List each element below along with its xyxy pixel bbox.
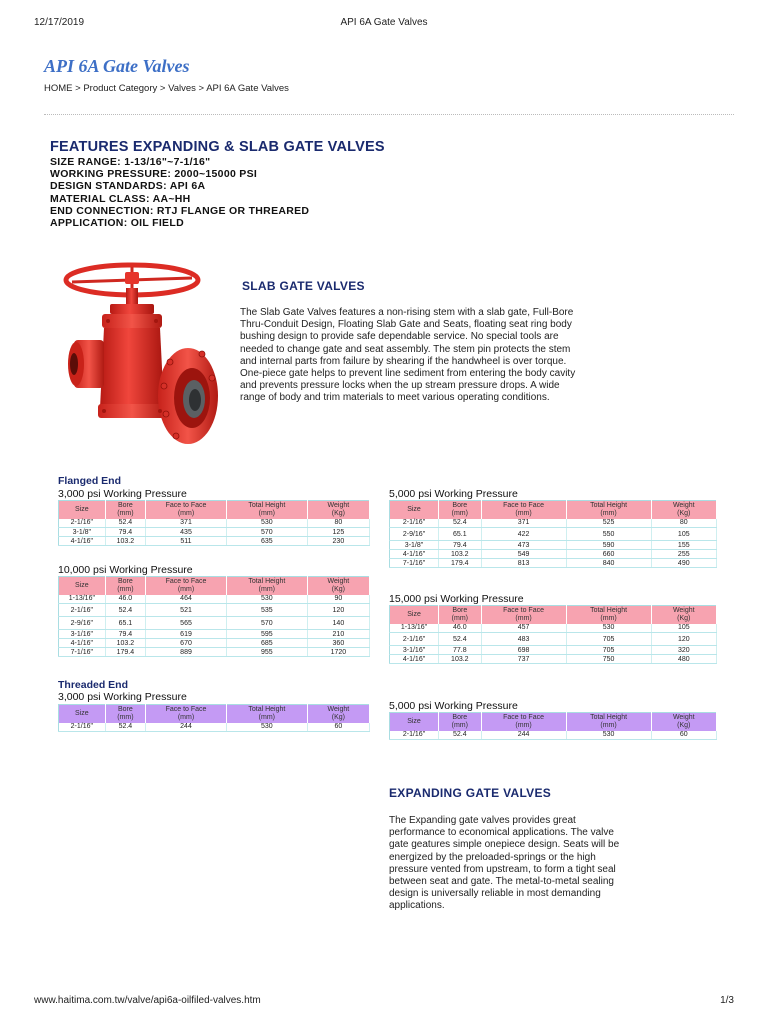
table-cell: 737 bbox=[481, 655, 566, 664]
slab-gate-title: SLAB GATE VALVES bbox=[242, 279, 365, 293]
table-header-cell: Bore (mm) bbox=[105, 705, 145, 723]
spec-table-flanged-15000 bbox=[389, 605, 717, 664]
table-cell: 565 bbox=[146, 617, 227, 630]
table-cell: 422 bbox=[481, 528, 566, 541]
table-cell: 3-1/16" bbox=[390, 646, 439, 655]
table-cell: 103.2 bbox=[439, 550, 482, 559]
features-title: FEATURES EXPANDING & SLAB GATE VALVES bbox=[50, 139, 385, 155]
table-cell: 103.2 bbox=[439, 655, 482, 664]
table-cell: 105 bbox=[651, 528, 716, 541]
table-row bbox=[390, 519, 717, 528]
slab-gate-description: The Slab Gate Valves features a non-rising stem with a slab gate, Full-Bore Thru-Conduit Design, Floating Slab Gate and Seats, floating seat ring body bushing design to provide safe dependable service. No special tools are needed to change gate and seat assembly. The stem pin protects the stem and internal parts from failure by shearing if the handwheel is over torque. One-piece gate helps to prevent line sediment from entering the body cavity and prevents pressure locks when the up stream pressure drops. A wide range of body and trim materials to meet various operating conditions. bbox=[240, 307, 576, 404]
table-cell: 535 bbox=[226, 604, 307, 617]
table-cell: 65.1 bbox=[105, 617, 145, 630]
table-header-cell: Face to Face (mm) bbox=[146, 577, 227, 595]
page-title: API 6A Gate Valves bbox=[44, 56, 190, 76]
table-cell: 530 bbox=[226, 595, 307, 604]
threaded-end-label: Threaded End bbox=[58, 679, 129, 691]
table-header-cell: Size bbox=[390, 713, 439, 731]
table-cell: 2-1/16" bbox=[59, 604, 106, 617]
table-cell: 473 bbox=[481, 541, 566, 550]
spec-item: MATERIAL CLASS: AA~HH bbox=[50, 192, 191, 205]
table-row bbox=[390, 655, 717, 664]
table-cell: 635 bbox=[226, 537, 307, 546]
table-header-cell: Bore (mm) bbox=[105, 501, 145, 519]
table-header-cell: Bore (mm) bbox=[439, 606, 482, 624]
table-row bbox=[390, 633, 717, 646]
table-cell: 1-13/16" bbox=[390, 624, 439, 633]
table-cell: 660 bbox=[566, 550, 651, 559]
table-cell: 1-13/16" bbox=[59, 595, 106, 604]
table-cell: 685 bbox=[226, 639, 307, 648]
divider bbox=[44, 114, 734, 115]
table-row bbox=[59, 537, 370, 546]
table-cell: 105 bbox=[651, 624, 716, 633]
table-cell: 60 bbox=[651, 731, 716, 740]
spec-table-flanged-5000 bbox=[389, 500, 717, 568]
table-cell: 155 bbox=[651, 541, 716, 550]
table-row bbox=[59, 723, 370, 732]
table-row bbox=[390, 528, 717, 541]
spec-item: DESIGN STANDARDS: API 6A bbox=[50, 180, 206, 193]
table-cell: 2-9/16" bbox=[59, 617, 106, 630]
table-cell: 4-1/16" bbox=[390, 655, 439, 664]
print-page-number: 1/3 bbox=[720, 995, 734, 1006]
spec-item: END CONNECTION: RTJ FLANGE OR THREARED bbox=[50, 204, 310, 217]
table-cell: 125 bbox=[307, 528, 369, 537]
table-cell: 549 bbox=[481, 550, 566, 559]
table-cell: 550 bbox=[566, 528, 651, 541]
table-cell: 371 bbox=[146, 519, 227, 528]
table-cell: 7-1/16" bbox=[59, 648, 106, 657]
table-cell: 698 bbox=[481, 646, 566, 655]
table-cell: 1720 bbox=[307, 648, 369, 657]
table-cell: 179.4 bbox=[439, 559, 482, 568]
table-cell: 511 bbox=[146, 537, 227, 546]
table-cell: 750 bbox=[566, 655, 651, 664]
table-cell: 52.4 bbox=[439, 731, 482, 740]
table-header-cell: Face to Face (mm) bbox=[481, 713, 566, 731]
table-cell: 65.1 bbox=[439, 528, 482, 541]
spec-item: WORKING PRESSURE: 2000~15000 PSI bbox=[50, 168, 258, 181]
spec-table-threaded-3000 bbox=[58, 704, 370, 732]
table-cell: 590 bbox=[566, 541, 651, 550]
table-cell: 103.2 bbox=[105, 639, 145, 648]
table-row bbox=[390, 624, 717, 633]
expanding-gate-description: The Expanding gate valves provides great performance to economical applications. The valve gate geatures simple onepiece design. Seats will be energized by the preloaded-springs or the high pressure vented from upstream, to form a tight seal between seat and gate. The metal-to-metal sealing design is universally reliable in most demanding applications. bbox=[389, 815, 620, 912]
table-cell: 435 bbox=[146, 528, 227, 537]
table-header-cell: Face to Face (mm) bbox=[481, 501, 566, 519]
table-cell: 2-1/16" bbox=[390, 731, 439, 740]
table-cell: 4-1/16" bbox=[390, 550, 439, 559]
table-cell: 595 bbox=[226, 630, 307, 639]
table-cell: 705 bbox=[566, 646, 651, 655]
table-header-cell: Face to Face (mm) bbox=[146, 501, 227, 519]
print-title: API 6A Gate Valves bbox=[340, 17, 428, 28]
table-header-row bbox=[390, 501, 717, 519]
table-cell: 840 bbox=[566, 559, 651, 568]
table-header-row bbox=[59, 705, 370, 723]
table-cell: 3-1/16" bbox=[59, 630, 106, 639]
table-cell: 3-1/8" bbox=[390, 541, 439, 550]
table-cell: 46.0 bbox=[439, 624, 482, 633]
table-header-cell: Weight (Kg) bbox=[307, 705, 369, 723]
table-header-row bbox=[59, 577, 370, 595]
table-cell: 52.4 bbox=[105, 604, 145, 617]
table-row bbox=[59, 630, 370, 639]
table-row bbox=[59, 604, 370, 617]
table-cell: 79.4 bbox=[439, 541, 482, 550]
table-cell: 2-1/16" bbox=[59, 519, 106, 528]
table-row bbox=[390, 559, 717, 568]
table-header-cell: Total Height (mm) bbox=[566, 606, 651, 624]
table-header-cell: Weight (Kg) bbox=[307, 501, 369, 519]
spec-item: APPLICATION: OIL FIELD bbox=[50, 217, 184, 230]
spec-item: SIZE RANGE: 1-13/16"~7-1/16" bbox=[50, 156, 211, 168]
table-cell: 521 bbox=[146, 604, 227, 617]
expanding-gate-title: EXPANDING GATE VALVES bbox=[389, 786, 552, 800]
table-row bbox=[390, 646, 717, 655]
table-header-cell: Size bbox=[59, 501, 106, 519]
table-cell: 60 bbox=[307, 723, 369, 732]
table-cell: 80 bbox=[307, 519, 369, 528]
table-header-cell: Size bbox=[59, 577, 106, 595]
table-header-row bbox=[390, 606, 717, 624]
table-caption: 5,000 psi Working Pressure bbox=[389, 488, 518, 500]
table-cell: 46.0 bbox=[105, 595, 145, 604]
table-header-cell: Total Height (mm) bbox=[226, 501, 307, 519]
table-cell: 7-1/16" bbox=[390, 559, 439, 568]
table-cell: 52.4 bbox=[439, 519, 482, 528]
table-cell: 77.8 bbox=[439, 646, 482, 655]
table-cell: 210 bbox=[307, 630, 369, 639]
spec-table-flanged-3000 bbox=[58, 500, 370, 546]
table-caption: 5,000 psi Working Pressure bbox=[389, 700, 518, 712]
table-cell: 813 bbox=[481, 559, 566, 568]
table-row bbox=[59, 648, 370, 657]
spec-table-flanged-10000 bbox=[58, 576, 370, 657]
table-row bbox=[59, 595, 370, 604]
table-header-cell: Size bbox=[390, 606, 439, 624]
table-cell: 255 bbox=[651, 550, 716, 559]
table-cell: 52.4 bbox=[439, 633, 482, 646]
table-header-cell: Weight (Kg) bbox=[307, 577, 369, 595]
table-cell: 490 bbox=[651, 559, 716, 568]
table-cell: 3-1/8" bbox=[59, 528, 106, 537]
table-cell: 2-1/16" bbox=[390, 519, 439, 528]
table-header-row bbox=[390, 713, 717, 731]
table-cell: 371 bbox=[481, 519, 566, 528]
flanged-end-label: Flanged End bbox=[58, 475, 121, 487]
table-caption: 3,000 psi Working Pressure bbox=[58, 488, 187, 500]
table-cell: 52.4 bbox=[105, 723, 145, 732]
table-cell: 120 bbox=[307, 604, 369, 617]
table-header-cell: Bore (mm) bbox=[439, 713, 482, 731]
table-row bbox=[390, 731, 717, 740]
print-date: 12/17/2019 bbox=[34, 17, 85, 28]
table-header-cell: Bore (mm) bbox=[439, 501, 482, 519]
table-cell: 530 bbox=[566, 731, 651, 740]
table-header-cell: Total Height (mm) bbox=[226, 705, 307, 723]
slab-gate-valve-image bbox=[52, 258, 222, 460]
table-row bbox=[390, 541, 717, 550]
table-cell: 52.4 bbox=[105, 519, 145, 528]
table-header-cell: Weight (Kg) bbox=[651, 606, 716, 624]
table-header-cell: Total Height (mm) bbox=[566, 501, 651, 519]
table-cell: 4-1/16" bbox=[59, 639, 106, 648]
table-header-cell: Size bbox=[59, 705, 106, 723]
table-caption: 15,000 psi Working Pressure bbox=[389, 593, 524, 605]
table-cell: 80 bbox=[651, 519, 716, 528]
table-cell: 230 bbox=[307, 537, 369, 546]
print-url: www.haitima.com.tw/valve/api6a-oilfiled-valves.htm bbox=[34, 995, 261, 1006]
table-cell: 4-1/16" bbox=[59, 537, 106, 546]
table-cell: 320 bbox=[651, 646, 716, 655]
table-row bbox=[59, 519, 370, 528]
table-cell: 90 bbox=[307, 595, 369, 604]
table-header-cell: Total Height (mm) bbox=[566, 713, 651, 731]
table-cell: 2-1/16" bbox=[59, 723, 106, 732]
table-cell: 705 bbox=[566, 633, 651, 646]
table-header-cell: Weight (Kg) bbox=[651, 713, 716, 731]
table-cell: 360 bbox=[307, 639, 369, 648]
table-cell: 2-9/16" bbox=[390, 528, 439, 541]
table-cell: 525 bbox=[566, 519, 651, 528]
table-cell: 79.4 bbox=[105, 630, 145, 639]
table-header-cell: Bore (mm) bbox=[105, 577, 145, 595]
table-row bbox=[59, 639, 370, 648]
table-header-cell: Face to Face (mm) bbox=[481, 606, 566, 624]
spec-table-threaded-5000 bbox=[389, 712, 717, 740]
table-cell: 464 bbox=[146, 595, 227, 604]
table-cell: 670 bbox=[146, 639, 227, 648]
table-cell: 103.2 bbox=[105, 537, 145, 546]
table-caption: 3,000 psi Working Pressure bbox=[58, 691, 187, 703]
table-header-cell: Size bbox=[390, 501, 439, 519]
table-row bbox=[59, 617, 370, 630]
table-cell: 480 bbox=[651, 655, 716, 664]
table-cell: 530 bbox=[226, 519, 307, 528]
table-cell: 244 bbox=[481, 731, 566, 740]
table-row bbox=[390, 550, 717, 559]
table-cell: 530 bbox=[566, 624, 651, 633]
table-cell: 530 bbox=[226, 723, 307, 732]
table-cell: 140 bbox=[307, 617, 369, 630]
table-cell: 120 bbox=[651, 633, 716, 646]
breadcrumb[interactable]: HOME > Product Category > Valves > API 6A Gate Valves bbox=[44, 83, 289, 94]
table-cell: 619 bbox=[146, 630, 227, 639]
table-cell: 79.4 bbox=[105, 528, 145, 537]
spec-list bbox=[50, 156, 309, 229]
table-cell: 2-1/16" bbox=[390, 633, 439, 646]
table-cell: 570 bbox=[226, 528, 307, 537]
table-cell: 483 bbox=[481, 633, 566, 646]
table-header-row bbox=[59, 501, 370, 519]
table-cell: 570 bbox=[226, 617, 307, 630]
table-cell: 457 bbox=[481, 624, 566, 633]
table-header-cell: Weight (Kg) bbox=[651, 501, 716, 519]
table-caption: 10,000 psi Working Pressure bbox=[58, 564, 193, 576]
table-cell: 955 bbox=[226, 648, 307, 657]
table-header-cell: Face to Face (mm) bbox=[146, 705, 227, 723]
table-cell: 889 bbox=[146, 648, 227, 657]
table-header-cell: Total Height (mm) bbox=[226, 577, 307, 595]
table-cell: 244 bbox=[146, 723, 227, 732]
table-cell: 179.4 bbox=[105, 648, 145, 657]
table-row bbox=[59, 528, 370, 537]
